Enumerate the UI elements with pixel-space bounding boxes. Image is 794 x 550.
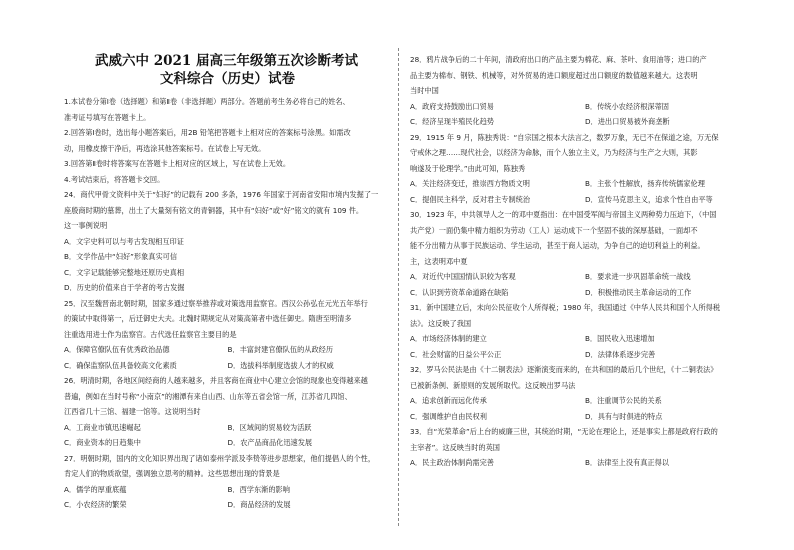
question-stem-line: 共产党）一面仍集中精力组织为劳动（工人）运动成下一个坚固不拔的深厚基础，一面却不 [410, 225, 698, 235]
exam-title: 武威六中 2021 届高三年级第五次诊断考试 [95, 53, 358, 69]
option[interactable]: D．历史的价值来自于学者的考古发掘 [64, 283, 185, 292]
option[interactable]: A．市场经济体制的建立 [410, 334, 487, 343]
question-stem-line: 当时中国 [410, 86, 439, 95]
question [410, 130, 760, 208]
options [64, 482, 391, 513]
options [410, 269, 760, 300]
options [410, 393, 760, 424]
question-stem-line: 31．新中国建立后，未向公民征收个人所得税；1980 年，我国通过《中华人民共和国个人所得税 [410, 303, 721, 312]
question-stem-line: 的策试中取得第一，后迁御史大夫。北魏时期规定从对策高第者中选任御史。隋唐至明清多 [64, 314, 352, 323]
option[interactable]: B．丰富封建官僚队伍的从政经历 [227, 345, 334, 354]
left-column [64, 52, 391, 513]
question-stem-line: 33．自“光荣革命”后上台的威廉三世，其统治时期，“无论在理论上，还是事实上都是政府行政的 [410, 427, 718, 436]
options [410, 176, 760, 207]
question-stem-line: 江西省几十三馆、福建一馆等。这说明当时 [64, 407, 201, 416]
option[interactable]: C．文字记载能够完整地还原历史真相 [64, 267, 185, 277]
question-stem-line: 普遍，例如在当时号称“小南京”的湘潭有来自山西、山东等五省会馆一所，江苏省几四馆、 [64, 391, 352, 401]
option[interactable]: B．国民收入迅速增加 [585, 334, 655, 343]
instruction-line: 4.考试结束后，将答题卡交回。 [64, 174, 165, 184]
option[interactable]: B．西学东渐的影响 [227, 484, 290, 494]
question-stem-line: 32．罗马公民法是由《十二铜表法》逐渐演变而来的，在共和国的最后几个世纪，《十二铜表法》 [410, 365, 718, 374]
option[interactable]: C．经济呈现半殖民化趋势 [410, 117, 495, 126]
instruction-line: 2.回答第Ⅰ卷时，选出每小题答案后，用2B 铅笔把答题卡上相对应的答案标号涂黑。如需改 [64, 128, 351, 137]
question-stem-line: 25．汉至魏晋南北朝时期，国家多通过察举推荐或对策选用监察官。西汉公孙弘在元光五年举行 [64, 298, 368, 308]
right-column [410, 52, 760, 471]
option[interactable]: D．商品经济的发展 [227, 500, 291, 509]
option[interactable]: C．商业资本的日趋集中 [64, 438, 141, 447]
option[interactable]: A．对近代中国国情认识较为客观 [410, 272, 516, 281]
option[interactable]: C．确保监察队伍具备较高文化素质 [64, 360, 177, 370]
option[interactable]: D．宣传马克思主义，追求个性自由平等 [585, 194, 713, 204]
question-stem-line: 29．1915 年 9 月，陈独秀说：“自宗国之根本大法言之，数罗万象，无已不在保道之途，万无保 [410, 132, 719, 142]
question [410, 300, 760, 362]
option[interactable]: B．传统小农经济根深蒂固 [585, 101, 669, 111]
question-stem-line: 28．鸦片战争后的二十年间，清政府出口的产品主要为棉花、麻、茶叶、食用油等；进口的产 [410, 55, 707, 64]
option[interactable]: C．社会财富的日益公平公正 [410, 349, 502, 359]
question-stem-line: 品主要为棉布、钢铁、机械等，对外贸易的进口额度超过出口额度的数值越来越大。这表明 [410, 70, 698, 80]
option[interactable]: A．政府支持鼓励出口贸易 [410, 101, 494, 111]
options [410, 331, 760, 362]
option[interactable]: B．法律至上没有真正得以 [585, 458, 669, 467]
option[interactable]: B．文学作品中“妇好”形象真实可信 [64, 252, 178, 261]
option[interactable]: A．儒学的厚重底蕴 [64, 484, 127, 494]
option[interactable]: A．追求创新而远化传承 [410, 396, 487, 405]
instruction-line: 动，用橡皮擦干净后，再选涂其他答案标号。在试卷上写无效。 [64, 143, 266, 153]
option[interactable]: B．区域间的贸易较为活跃 [227, 422, 312, 432]
question-stem-line: 响遂及于伦理学。”由此可知，陈独秀 [410, 163, 526, 173]
option[interactable]: A．保障官僚队伍有优秀政治品德 [64, 345, 170, 354]
option[interactable]: D．具有与时俱进的特点 [585, 411, 663, 421]
question-stem-line: 26．明清时期，各地区间经商的人越来越多，并且客商在商业中心建立会馆的现象也变得越来越 [64, 376, 368, 385]
question [410, 424, 760, 471]
option[interactable]: B．注重调节公民的关系 [585, 396, 662, 405]
question-stem-line: 座殷商时期的墓葬，出土了大量刻有铭文的青铜器，其中有“妇好”或“好”铭文的就有 109 件。 [64, 205, 364, 215]
option[interactable]: A．文字史料可以与考古发现相互印证 [64, 236, 184, 246]
question-stem-line: 30．1923 年，中共领导人之一的邓中夏指出：在中国受军阀与帝国主义两种势力压迫下，（中国 [410, 210, 717, 219]
option[interactable]: A．关注经济变迁，推崇西方物质文明 [410, 179, 530, 188]
options [410, 455, 760, 471]
option[interactable]: A．民主政治体制尚需完善 [410, 458, 494, 467]
option[interactable]: C．提倡民主科学，反对君主专制统治 [410, 194, 531, 204]
option[interactable]: D．进出口贸易被外商垄断 [585, 117, 670, 126]
question [410, 52, 760, 130]
instruction-line: 1.本试卷分第Ⅰ卷（选择题）和第Ⅱ卷（非选择题）两部分。答题前考生务必将自己的姓名、 [64, 97, 350, 106]
left-questions [64, 187, 391, 513]
question-stem-line: 肯定人们的物质欲望，强调独立思考的精神。这些思想出现的背景是 [64, 469, 280, 478]
instruction-line: 3.回答第Ⅱ卷时将答案写在答题卡上相对应的区域上，写在试卷上无效。 [64, 159, 291, 168]
option[interactable]: B．主张个性解放，扬弃传统儒家伦理 [585, 179, 705, 188]
question-stem-line: 这一事例说明 [64, 221, 108, 230]
option[interactable]: D．法律体系逐步完善 [585, 349, 656, 359]
question-stem-line: 27．明朝时期，国内的文化知识界出现了诸如泰州学派及李贽等进步思想家，他们提倡人的个性， [64, 453, 376, 463]
option[interactable]: D．积极推动民主革命运动的工作 [585, 287, 692, 297]
options [410, 99, 760, 130]
option[interactable]: A．工商业市镇迅速崛起 [64, 422, 141, 432]
option[interactable]: D．选拔科举制度选拔人才的权威 [227, 360, 334, 370]
question-stem-line: 能不分出精力从事于民族运动、学生运动，甚至于商人运动，为争自己的迫切利益上的利益。 [410, 241, 705, 250]
column-divider [398, 48, 399, 526]
option[interactable]: C．强调维护自由民权利 [410, 411, 487, 421]
question-stem-line: 已被新条例、新原则的发展所取代。这反映出罗马法 [410, 380, 576, 390]
question [64, 373, 391, 451]
question-stem-line: 法》。这反映了我国 [410, 318, 472, 328]
option[interactable]: C．小农经济的繁荣 [64, 500, 127, 509]
question-stem-line: 24．商代甲骨文资料中关于“妇好”的记载有 200 多条，1976 年国家于河南省安阳市境内发掘了一 [64, 190, 379, 199]
question-stem-line: 主宰者”。这反映当时的英国 [410, 442, 500, 452]
option[interactable]: C．认识到劳资革命道路在缺陷 [410, 287, 509, 297]
instruction-line: 准考证号填写在答题卡上。 [64, 112, 151, 122]
question [410, 207, 760, 300]
question [410, 362, 760, 424]
question-stem-line: 注重选用进士作为监察官。古代选任监察官主要目的是 [64, 329, 237, 339]
instructions [64, 94, 391, 187]
question [64, 451, 391, 513]
option[interactable]: B．要求进一步巩固革命统一战线 [585, 272, 691, 281]
question-stem-line: 主，这表明邓中夏 [410, 256, 468, 266]
question [64, 296, 391, 374]
question-stem-line: 守戒休之理……现代社会，以经济为命脉，而个人独立主义，乃为经济与生产之大则，其影 [410, 148, 698, 157]
option[interactable]: D．农产品商品化迅速发展 [227, 438, 313, 447]
options [64, 342, 391, 373]
right-questions [410, 52, 760, 471]
question [64, 187, 391, 296]
options [64, 420, 391, 451]
exam-subtitle: 文科综合（历史）试卷 [160, 71, 295, 87]
options [64, 234, 391, 296]
